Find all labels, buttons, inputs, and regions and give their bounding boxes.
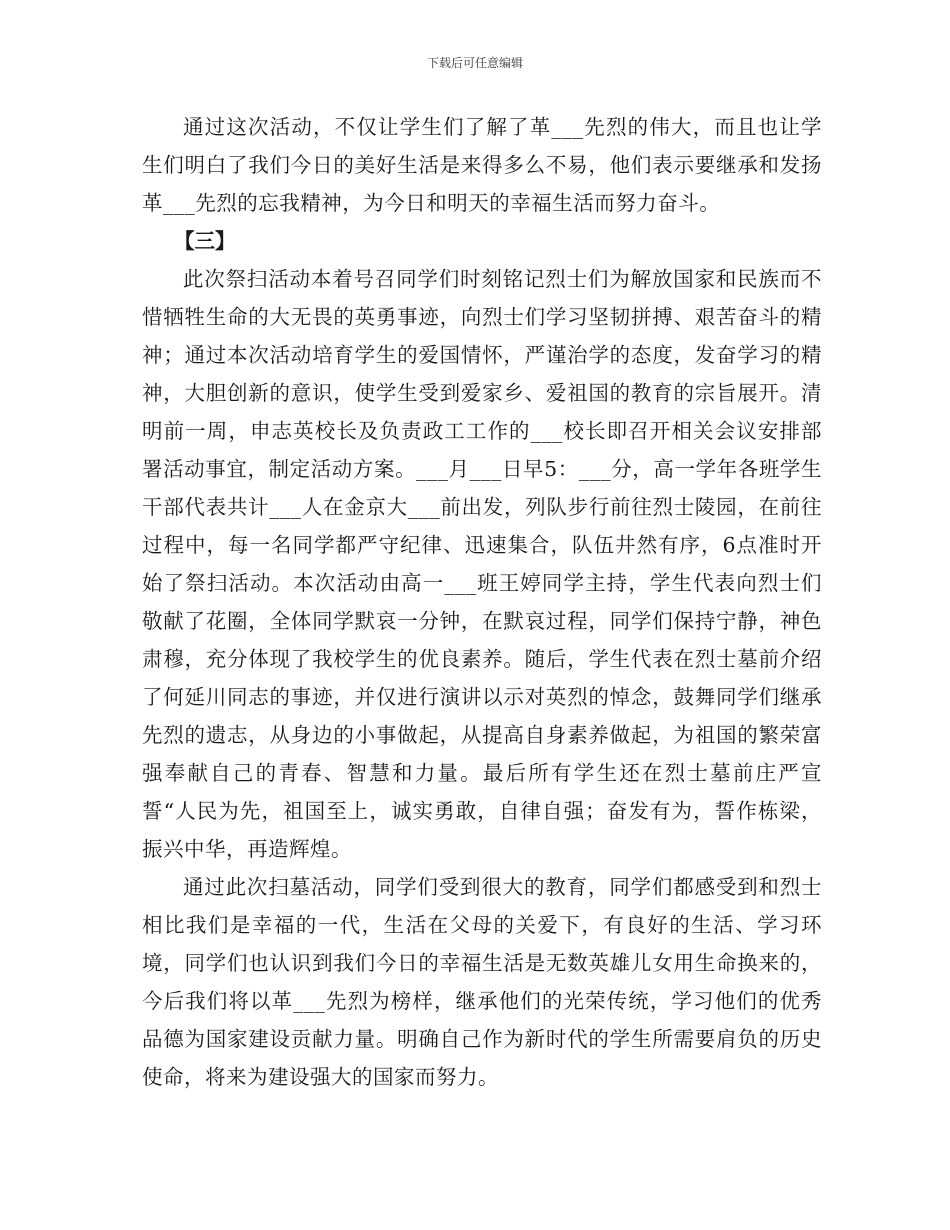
paragraph-1: 通过这次活动，不仅让学生们了解了革___先烈的伟大，而且也让学生们明白了我们今日的美好生活是来得多么不易，他们表示要继承和发扬革___先烈的忘我精神，为今日和明天的幸福生活而努力奋斗。 — [142, 115, 822, 215]
section-heading-3: 【三】 — [174, 229, 236, 253]
page-header: 下载后可任意编辑 — [426, 56, 523, 70]
paragraph-3: 通过此次扫墓活动，同学们受到很大的教育，同学们都感受到和烈士相比我们是幸福的一代，生活在父母的关爱下，有良好的生活、学习环境，同学们也认识到我们今日的幸福生活是无数英雄儿女用生命换来的，今后我们将以革___先烈为榜样，继承他们的光荣传统，学习他们的优秀品德为国家建设贡献力量。明确自己作为新时代的学生所需要肩负的历史使命，将来为建设强大的国家而努力。 — [142, 875, 822, 1089]
document-body — [142, 108, 822, 1096]
paragraph-2: 此次祭扫活动本着号召同学们时刻铭记烈士们为解放国家和民族而不惜牺牲生命的大无畏的英勇事迹，向烈士们学习坚韧拼搏、艰苦奋斗的精神；通过本次活动培育学生的爱国情怀，严谨治学的态度，发奋学习的精神，大胆创新的意识，使学生受到爱家乡、爱祖国的教育的宗旨展开。清明前一周，申志英校长及负责政工工作的___校长即召开相关会议安排部署活动事宜，制定活动方案。___月___日早5：___分，高一学年各班学生干部代表共计___人在金京大___前出发，列队步行前往烈士陵园，在前往过程中，每一名同学都严守纪律、迅速集合，队伍井然有序，6点准时开始了祭扫活动。本次活动由高一___班王婷同学主持，学生代表向烈士们敬献了花圈，全体同学默哀一分钟，在默哀过程，同学们保持宁静，神色肃穆，充分体现了我校学生的优良素养。随后，学生代表在烈士墓前介绍了何延川同志的事迹，并仅进行演讲以示对英烈的悼念，鼓舞同学们继承先烈的遗志，从身边的小事做起，从提高自身素养做起，为祖国的繁荣富强奉献自己的青春、智慧和力量。最后所有学生还在烈士墓前庄严宣誓“人民为先，祖国至上，诚实勇敢，自律自强；奋发有为，誓作栋梁，振兴中华，再造辉煌。 — [142, 267, 822, 861]
